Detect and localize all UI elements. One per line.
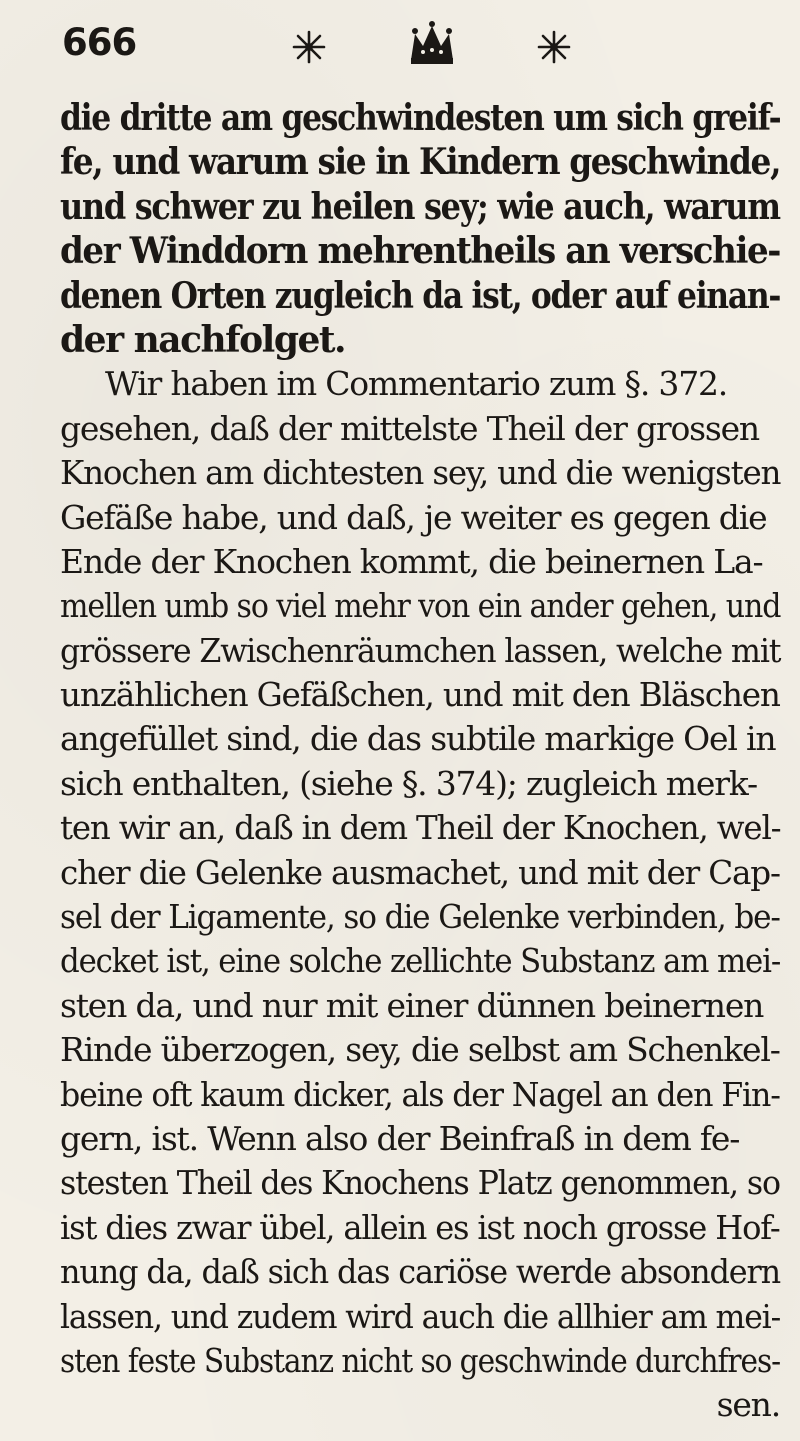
page-header bbox=[62, 10, 762, 76]
text-line: Gefäße habe, und daß, je weiter es gegen die bbox=[60, 497, 767, 537]
text-line: sten feste Substanz nicht so geschwinde durchfres- bbox=[60, 1340, 781, 1380]
text-line: sten da, und nur mit einer dünnen beinernen bbox=[60, 985, 764, 1025]
text-line: Rinde überzogen, sey, die selbst am Schenkel- bbox=[60, 1030, 780, 1070]
text-line: der nachfolget. bbox=[60, 318, 346, 361]
text-line: angefüllet sind, die das subtile markige Oel in bbox=[60, 719, 776, 759]
text-line: Wir haben im Commentario zum §. 372. bbox=[105, 364, 728, 404]
asterism-ornament-icon bbox=[292, 30, 326, 68]
text-line: mellen umb so viel mehr von ein ander gehen, und bbox=[60, 586, 781, 626]
text-line: fe, und warum sie in Kindern geschwinde, bbox=[60, 141, 781, 184]
text-line: gern, ist. Wenn also der Beinfraß in dem fe- bbox=[60, 1118, 740, 1158]
text-line: und schwer zu heilen sey; wie auch, warum bbox=[60, 185, 780, 228]
text-line: decket ist, eine solche zellichte Substanz am mei- bbox=[60, 941, 781, 981]
text-line: unzählichen Gefäßchen, und mit den Bläschen bbox=[60, 675, 780, 715]
asterism-ornament-icon bbox=[537, 30, 571, 68]
text-line: Knochen am dichtesten sey, und die wenigsten bbox=[60, 453, 781, 493]
text-line: sen. bbox=[716, 1385, 780, 1425]
text-line: beine oft kaum dicker, als der Nagel an den Fin- bbox=[60, 1074, 780, 1114]
crown-ornament-icon bbox=[407, 20, 457, 70]
text-line: grössere Zwischenräumchen lassen, welche mit bbox=[60, 630, 781, 670]
text-line: der Winddorn mehrentheils an verschie- bbox=[60, 230, 781, 273]
text-line: ist dies zwar übel, allein es ist noch grosse Hof- bbox=[60, 1207, 780, 1247]
text-line: cher die Gelenke ausmachet, und mit der Cap- bbox=[60, 852, 780, 892]
text-line: gesehen, daß der mittelste Theil der grossen bbox=[60, 408, 759, 448]
text-line: sel der Ligamente, so die Gelenke verbinden, be- bbox=[60, 897, 780, 937]
text-line: nung da, daß sich das cariöse werde absondern bbox=[60, 1252, 780, 1292]
text-line: ten wir an, daß in dem Theil der Knochen, wel- bbox=[60, 808, 781, 848]
text-line: stesten Theil des Knochens Platz genommen, so bbox=[60, 1163, 780, 1203]
page-number: 666 bbox=[62, 21, 137, 64]
text-line: denen Orten zugleich da ist, oder auf einan- bbox=[60, 274, 781, 317]
text-line: Ende der Knochen kommt, die beinernen La- bbox=[60, 541, 763, 581]
body-text bbox=[60, 96, 780, 1428]
text-line: lassen, und zudem wird auch die allhier am mei- bbox=[60, 1296, 781, 1336]
text-line: die dritte am geschwindesten um sich greif- bbox=[60, 97, 781, 139]
text-line: sich enthalten, (siehe §. 374); zugleich merk- bbox=[60, 763, 757, 803]
